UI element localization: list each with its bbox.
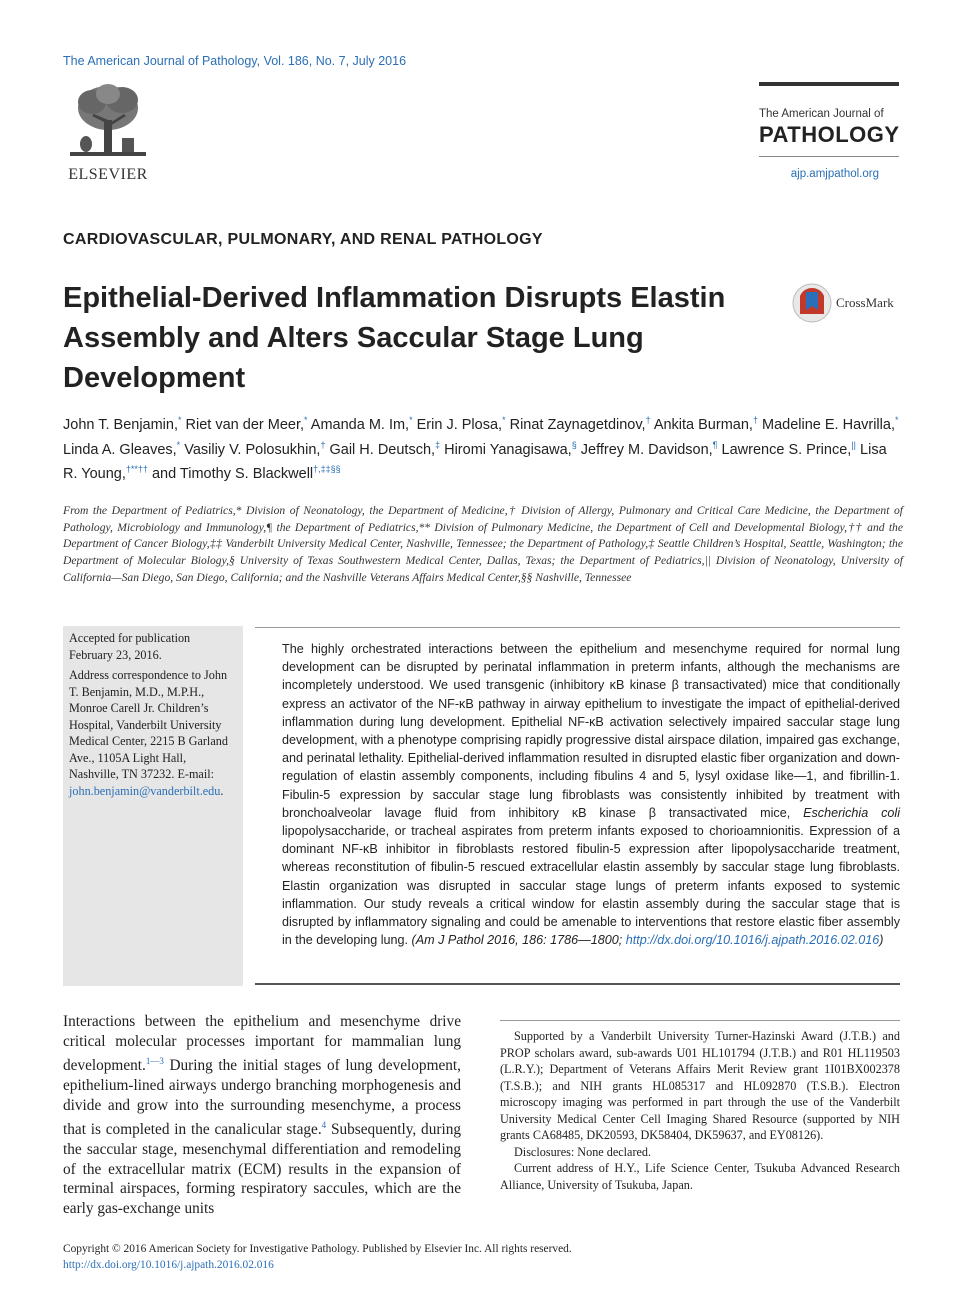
crossmark-icon — [792, 282, 832, 324]
section-label: CARDIOVASCULAR, PULMONARY, AND RENAL PATHOLOGY — [63, 231, 543, 248]
author-name-text: Madeline E. Havrilla, — [762, 416, 895, 433]
author-affiliation-mark: * — [894, 415, 899, 425]
abstract-italic-term: Escherichia coli — [803, 805, 900, 820]
author-name-text: Linda A. Gleaves, — [63, 441, 177, 458]
author-affiliation-mark: † — [752, 415, 758, 425]
author-name — [63, 439, 181, 458]
correspondence-text: Address correspondence to John T. Benjamin, M.D., M.P.H., Monroe Carell Jr. Children’s Hospital, Vanderbilt University Medical Center, 2215 B Garland Ave., 1105A Light Hall, Nashville, TN 37232. E-mail: — [69, 668, 228, 781]
journal-brand-small: The American Journal of — [759, 108, 884, 120]
brand-rule — [759, 82, 899, 86]
author-name — [654, 417, 758, 433]
author-name-text: Amanda M. Im, — [310, 416, 410, 433]
elsevier-logo — [62, 80, 154, 184]
author-name — [580, 439, 718, 458]
abstract-text-continued: lipopolysaccharide, or tracheal aspirates from preterm infants exposed to chorioamnionitis. Expression of a dominant NF-κB inhibitor in fibroblasts restored fibulin-5 expression after lipopolysaccharide treatment, whereas reconstitution of fibulin-5 rescued extracellular elastin assembly by saccular stage lung fibroblasts. Elastin organization was disrupted in saccular stage lungs of preterm infants exposed to systemic inflammation. Our study reveals a critical window for elastin assembly during the saccular stage that is disrupted by inflammatory signaling and could be amenable to interventions that restore elastic fiber assembly in the developing lung. — [282, 824, 900, 948]
abstract-top-rule — [255, 627, 900, 628]
reference-link-1[interactable]: 1—3 — [145, 1055, 164, 1066]
author-affiliation-mark: ‡ — [435, 439, 441, 450]
author-affiliation-mark: || — [851, 439, 856, 450]
author-name — [444, 439, 577, 458]
article-info-sidebar — [63, 626, 243, 986]
brand-divider — [759, 156, 899, 157]
author-name-text: Riet van der Meer, — [185, 416, 305, 433]
author-name-text: Hiromi Yanagisawa, — [444, 441, 572, 458]
author-affiliation-mark: †,‡‡§§ — [313, 464, 341, 475]
author-name — [510, 417, 651, 433]
author-affiliation-mark: * — [178, 415, 182, 425]
abstract-doi-link[interactable]: http://dx.doi.org/10.1016/j.ajpath.2016.02.016 — [625, 933, 880, 948]
elsevier-wordmark: ELSEVIER — [68, 166, 148, 183]
body-text-part1: Interactions between the epithelium and mesenchyme drive critical molecular processes important for mammalian lung development. — [63, 1013, 461, 1074]
author-affiliation-mark: † — [645, 415, 651, 425]
journal-url-link[interactable]: ajp.amjpathol.org — [790, 168, 879, 180]
author-name-text: Jeffrey M. Davidson, — [580, 441, 713, 458]
author-affiliation-mark: †**†† — [125, 464, 148, 475]
affiliations: From the Department of Pediatrics,* Division of Neonatology, the Department of Medicine,† Division of Allergy, Pulmonary and Critical Care Medicine, the Department of Pathology, Microbiology and Immunology,¶ the Department of Pediatrics,** Division of Pulmonary Medicine, the Department of Cell and Developmental Biology,†† and the Department of Cancer Biology,‡‡ Vanderbilt University Medical Center, Nashville, Tennessee; the Department of Pathology,‡ Seattle Children’s Hospital, Seattle, Washington; the Department of Molecular Biology,§ University of Texas Southwestern Medical Center, Dallas, Texas; the Department of Pediatrics,|| Division of Neonatology, University of California—San Diego, San Diego, California; and the Nashville Veterans Affairs Medical Center,§§ Nashville, Tennessee — [63, 504, 903, 584]
correspondence-address — [69, 667, 237, 799]
correspondence-email-end: . — [220, 783, 224, 798]
journal-brand — [759, 82, 899, 180]
abstract-bottom-rule — [255, 983, 900, 985]
abstract-citation: (Am J Pathol 2016, 186: 1786—1800; — [411, 933, 623, 948]
author-name-text: and Timothy S. Blackwell — [151, 466, 314, 483]
author-list — [63, 410, 903, 484]
author-name — [417, 417, 506, 433]
author-affiliation-mark: * — [502, 415, 506, 425]
abstract — [282, 640, 900, 949]
crossmark-label: CrossMark — [836, 295, 894, 310]
author-affiliation-mark: † — [320, 439, 326, 450]
disclosures-note: Disclosures: None declared. — [514, 1144, 652, 1159]
author-name — [311, 417, 413, 433]
author-affiliation-mark: § — [571, 439, 577, 450]
abstract-citation-end: ) — [879, 933, 884, 948]
body-text-part3: Subsequently, during the saccular stage, mesenchymal differentiation and remodeling of the extracellular matrix (ECM) results in the expansion of terminal airspaces, forming respiratory saccules, which are the early gas-exchange units — [63, 1120, 461, 1218]
correspondence-email-link[interactable]: john.benjamin@vanderbilt.edu — [69, 783, 221, 798]
author-name — [184, 439, 326, 458]
crossmark-badge[interactable] — [792, 282, 902, 324]
author-name-text: John T. Benjamin, — [63, 416, 178, 433]
author-name-text: Gail H. Deutsch, — [329, 441, 436, 458]
author-name — [329, 439, 441, 458]
footer-doi-link[interactable]: http://dx.doi.org/10.1016/j.ajpath.2016.02.016 — [63, 1259, 274, 1271]
author-name-text: Ankita Burman, — [653, 416, 753, 433]
author-affiliation-mark: * — [304, 415, 308, 425]
page-footer — [63, 1241, 572, 1273]
body-text-part2: During the initial stages of lung development, epithelium-lined airways undergo branching morphogenesis and divide and grow into the surrounding mesenchyme, a process that is completed in the canalicular stage. — [63, 1056, 461, 1138]
author-name-text: Lawrence S. Prince, — [721, 441, 852, 458]
author-name — [762, 417, 899, 433]
author-affiliation-mark: ¶ — [712, 439, 718, 450]
current-address-note: Current address of H.Y., Life Science Center, Tsukuba Advanced Research Alliance, University of Tsukuba, Japan. — [500, 1161, 900, 1192]
accepted-date: Accepted for publication February 23, 2016. — [69, 631, 191, 662]
author-name-text: Erin J. Plosa, — [416, 416, 503, 433]
abstract-text: The highly orchestrated interactions between the epithelium and mesenchyme required for normal lung development can be disrupted by perinatal inflammation in preterm infants, although the mechanisms are incompletely understood. We used transgenic (inhibitory κB kinase β transactivated) mice that conditionally express an activator of the NF-κB pathway in airway epithelium to investigate the impact of epithelial-derived inflammation during lung development. Epithelial NF-κB activation selectively impaired saccular stage lung development, with a phenotype comprising rapidly progressive distal airspace dilation, impaired gas exchange, and perinatal lethality. Epithelial-derived inflammation resulted in disrupted elastic fiber organization and down-regulation of elastin assembly components, including fibulins 4 and 5, lysyl oxidase like—1, and fibrillin-1. Fibulin-5 expression by saccular stage lung fibroblasts was consistently inhibited by treatment with bronchoalveolar lavage fluid from inhibitory κB kinase β transactivated mice, — [282, 642, 900, 820]
footnote-rule — [500, 1020, 900, 1021]
body-paragraph — [63, 1012, 461, 1219]
author-name-text: Lisa R. Young, — [63, 441, 887, 483]
journal-brand-title: PATHOLOGY — [759, 122, 900, 147]
author-affiliation-mark: * — [176, 439, 181, 450]
elsevier-tree-icon — [62, 80, 154, 164]
author-name-text: Vasiliy V. Polosukhin, — [184, 441, 321, 458]
author-affiliation-mark: * — [409, 415, 413, 425]
author-name — [186, 417, 308, 433]
reference-link-2[interactable]: 4 — [321, 1119, 327, 1130]
author-name — [721, 439, 856, 458]
journal-citation[interactable]: The American Journal of Pathology, Vol. 186, No. 7, July 2016 — [63, 54, 407, 68]
author-name — [152, 466, 341, 482]
copyright-notice: Copyright © 2016 American Society for Investigative Pathology. Published by Elsevier Inc. All rights reserved. — [63, 1243, 572, 1255]
author-name-text: Rinat Zaynagetdinov, — [509, 416, 646, 433]
funding-note: Supported by a Vanderbilt University Turner-Hazinski Award (J.T.B.) and PROP scholars award, sub-awards U01 HL101794 (J.T.B.) and R01 HL119503 (L.R.Y.); Department of Veterans Affairs Merit Review grant 1I01BX002378 (T.S.B.); and NIH grants HL085317 and HL092870 (T.S.B.). Electron microscopy imaging was performed in part through the use of the Vanderbilt University Medical Center Cell Imaging Shared Resource (supported by NIH grants CA68485, DK20593, DK58404, DK59637, and EY08126). — [500, 1029, 900, 1142]
article-title: Epithelial-Derived Inflammation Disrupts Elastin Assembly and Alters Saccular Stage Lung Development — [63, 282, 726, 394]
footnotes — [500, 1028, 900, 1193]
author-name — [63, 417, 182, 433]
